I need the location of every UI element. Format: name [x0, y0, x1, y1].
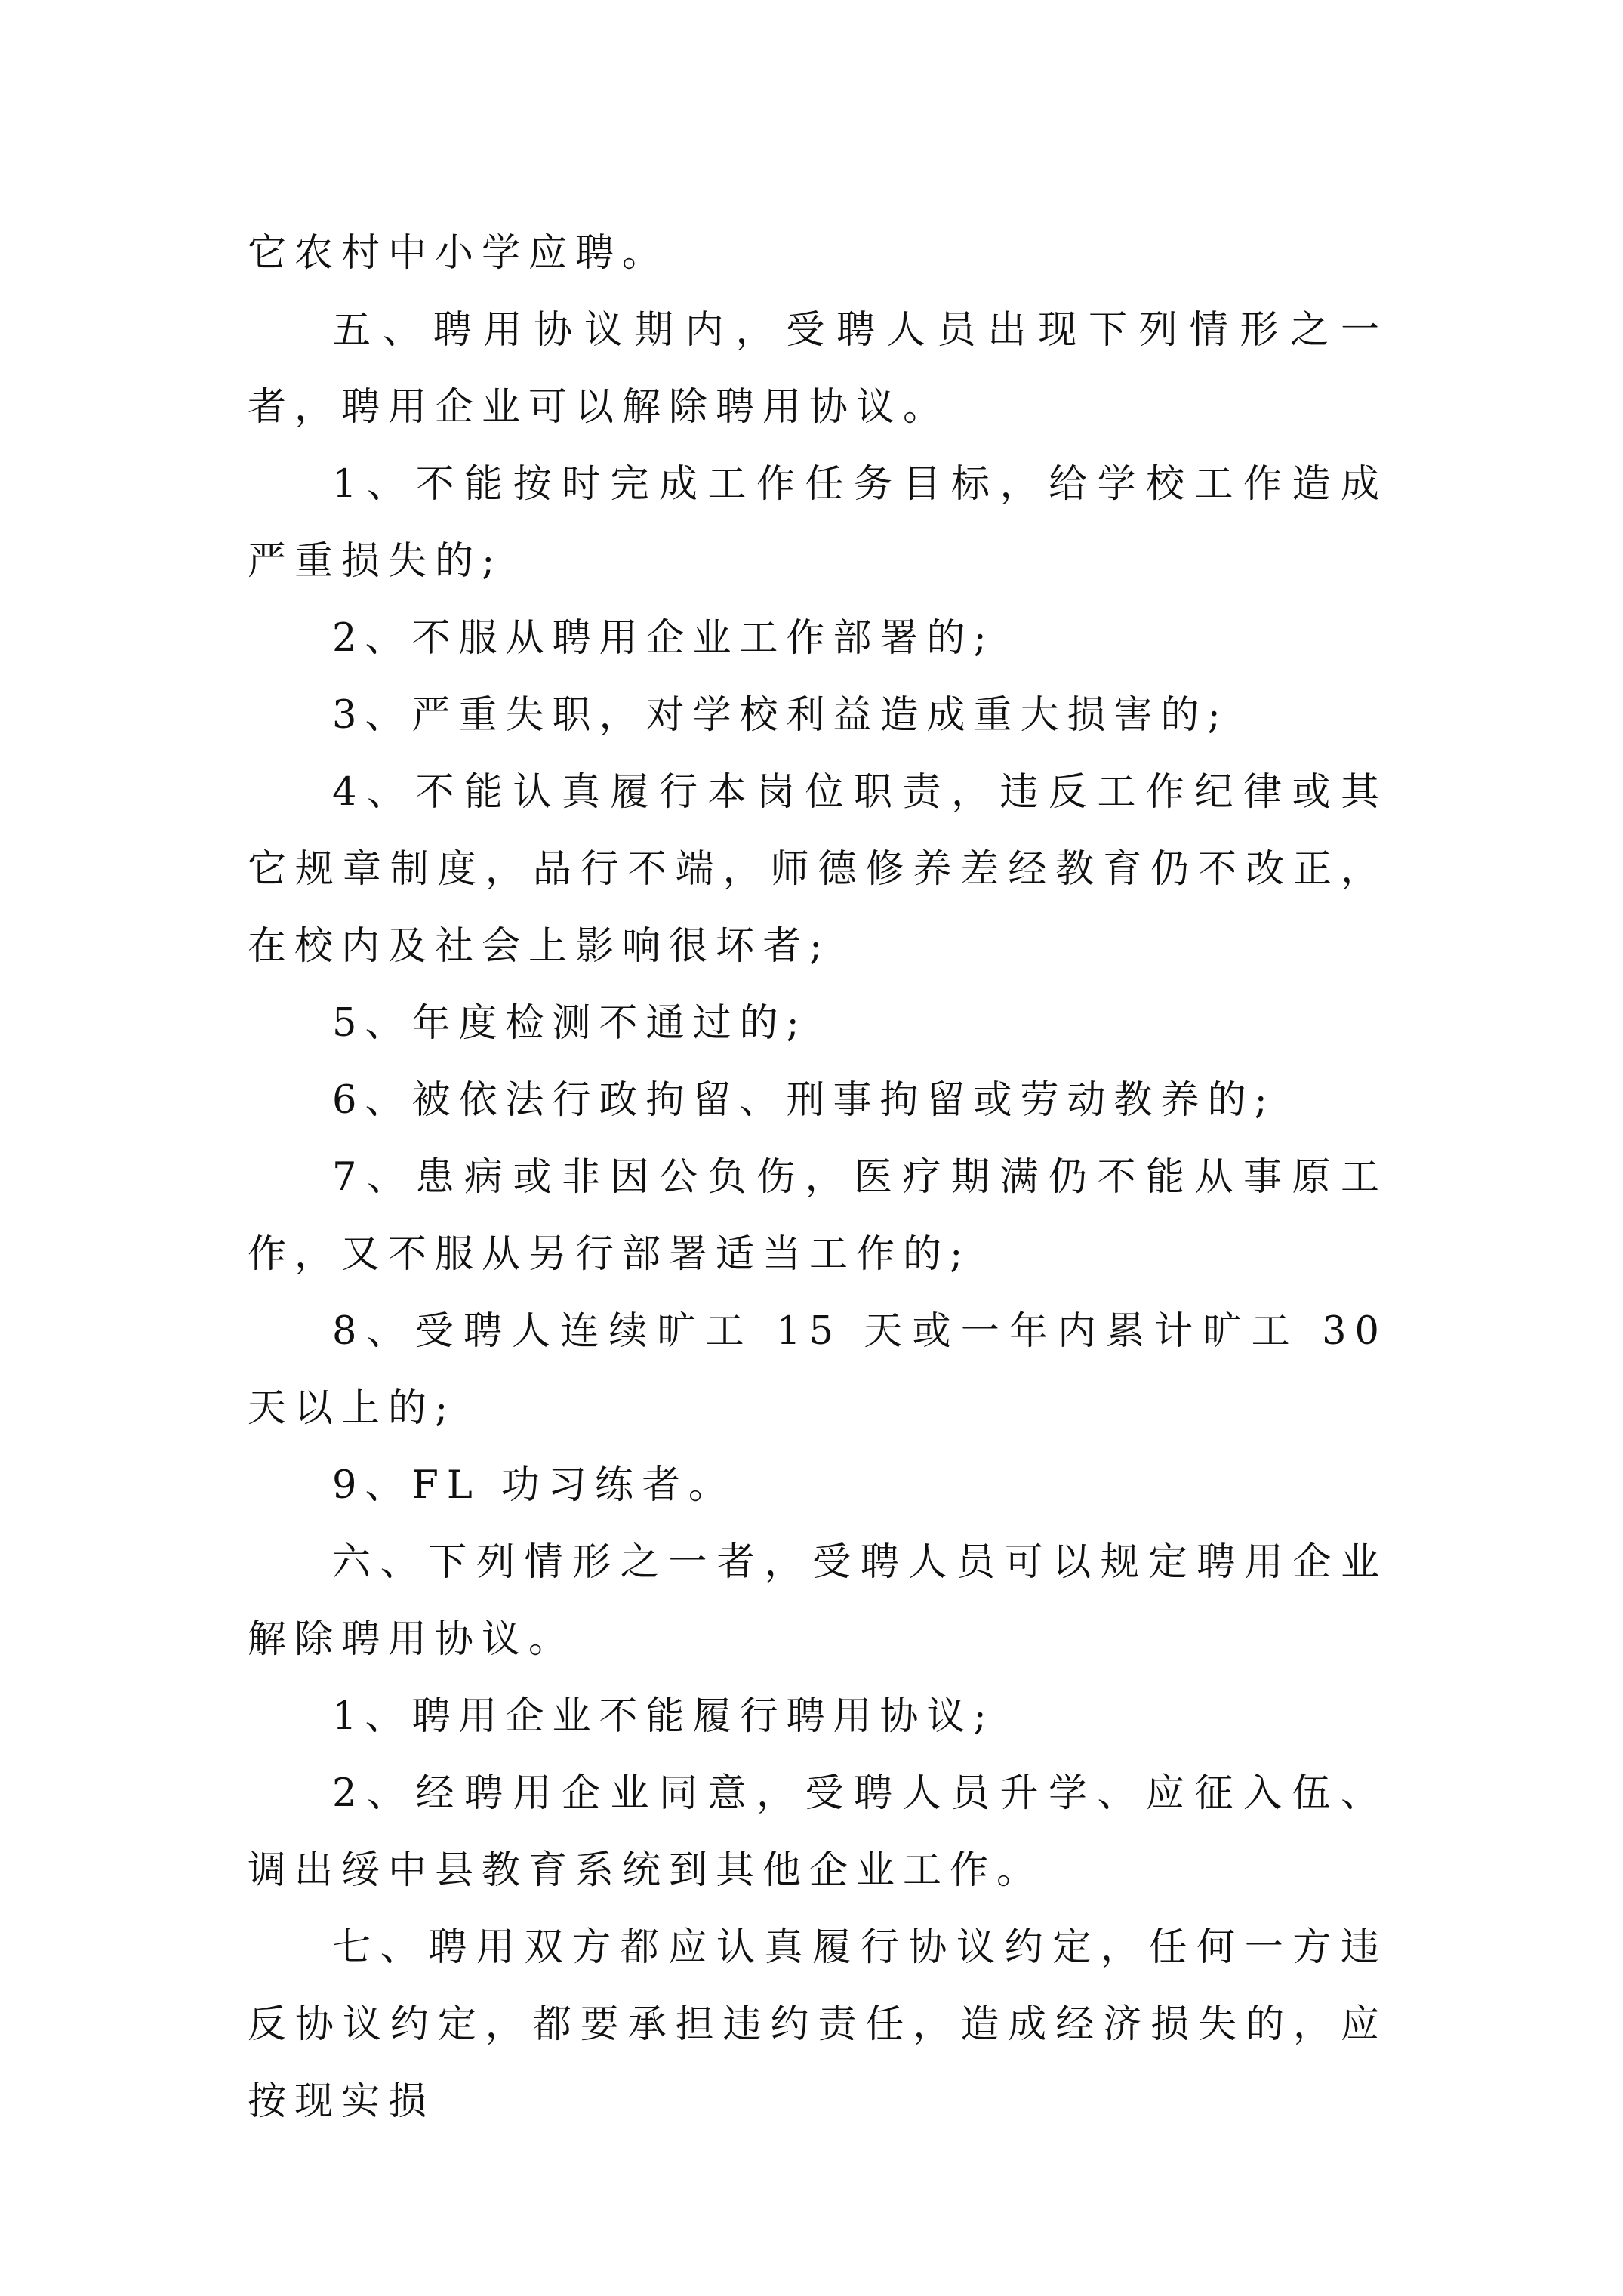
paragraph-continuation: 它农村中小学应聘。 [248, 231, 670, 276]
paragraph-item-4: 4、不能认真履行本岗位职责，违反工作纪律或其它规章制度，品行不端，师德修养差经教育仍不改正，在校内及社会上影响很坏者; [248, 770, 1387, 969]
paragraph-item-1: 1、不能按时完成工作任务目标，给学校工作造成严重损失的; [248, 462, 1387, 584]
paragraph-item-3: 3、严重失职，对学校利益造成重大损害的; [332, 693, 1229, 738]
paragraph-item-6: 6、被依法行政拘留、刑事拘留或劳动教养的; [332, 1078, 1276, 1123]
paragraph-item-2: 2、不服从聘用企业工作部署的; [332, 616, 995, 661]
paragraph-item-8: 8、受聘人连续旷工 15 天或一年内累计旷工 30 天以上的; [248, 1309, 1387, 1431]
paragraph-section-seven: 七、聘用双方都应认真履行协议约定，任何一方违反协议约定，都要承担违约责任，造成经济损失的，应按现实损 [248, 1925, 1387, 2124]
paragraph-section-five: 五、聘用协议期内，受聘人员出现下列情形之一者，聘用企业可以解除聘用协议。 [248, 308, 1387, 430]
paragraph-section-six: 六、下列情形之一者，受聘人员可以规定聘用企业解除聘用协议。 [248, 1540, 1387, 1662]
paragraph-six-item-1: 1、聘用企业不能履行聘用协议; [332, 1694, 995, 1739]
document-body [248, 215, 1387, 2140]
paragraph-item-7: 7、患病或非因公负伤，医疗期满仍不能从事原工作，又不服从另行部署适当工作的; [248, 1155, 1387, 1277]
paragraph-six-item-2: 2、经聘用企业同意，受聘人员升学、应征入伍、调出绥中县教育系统到其他企业工作。 [248, 1771, 1387, 1893]
paragraph-item-9: 9、FL 功习练者。 [332, 1463, 735, 1508]
paragraph-item-5: 5、年度检测不通过的; [332, 1001, 808, 1046]
